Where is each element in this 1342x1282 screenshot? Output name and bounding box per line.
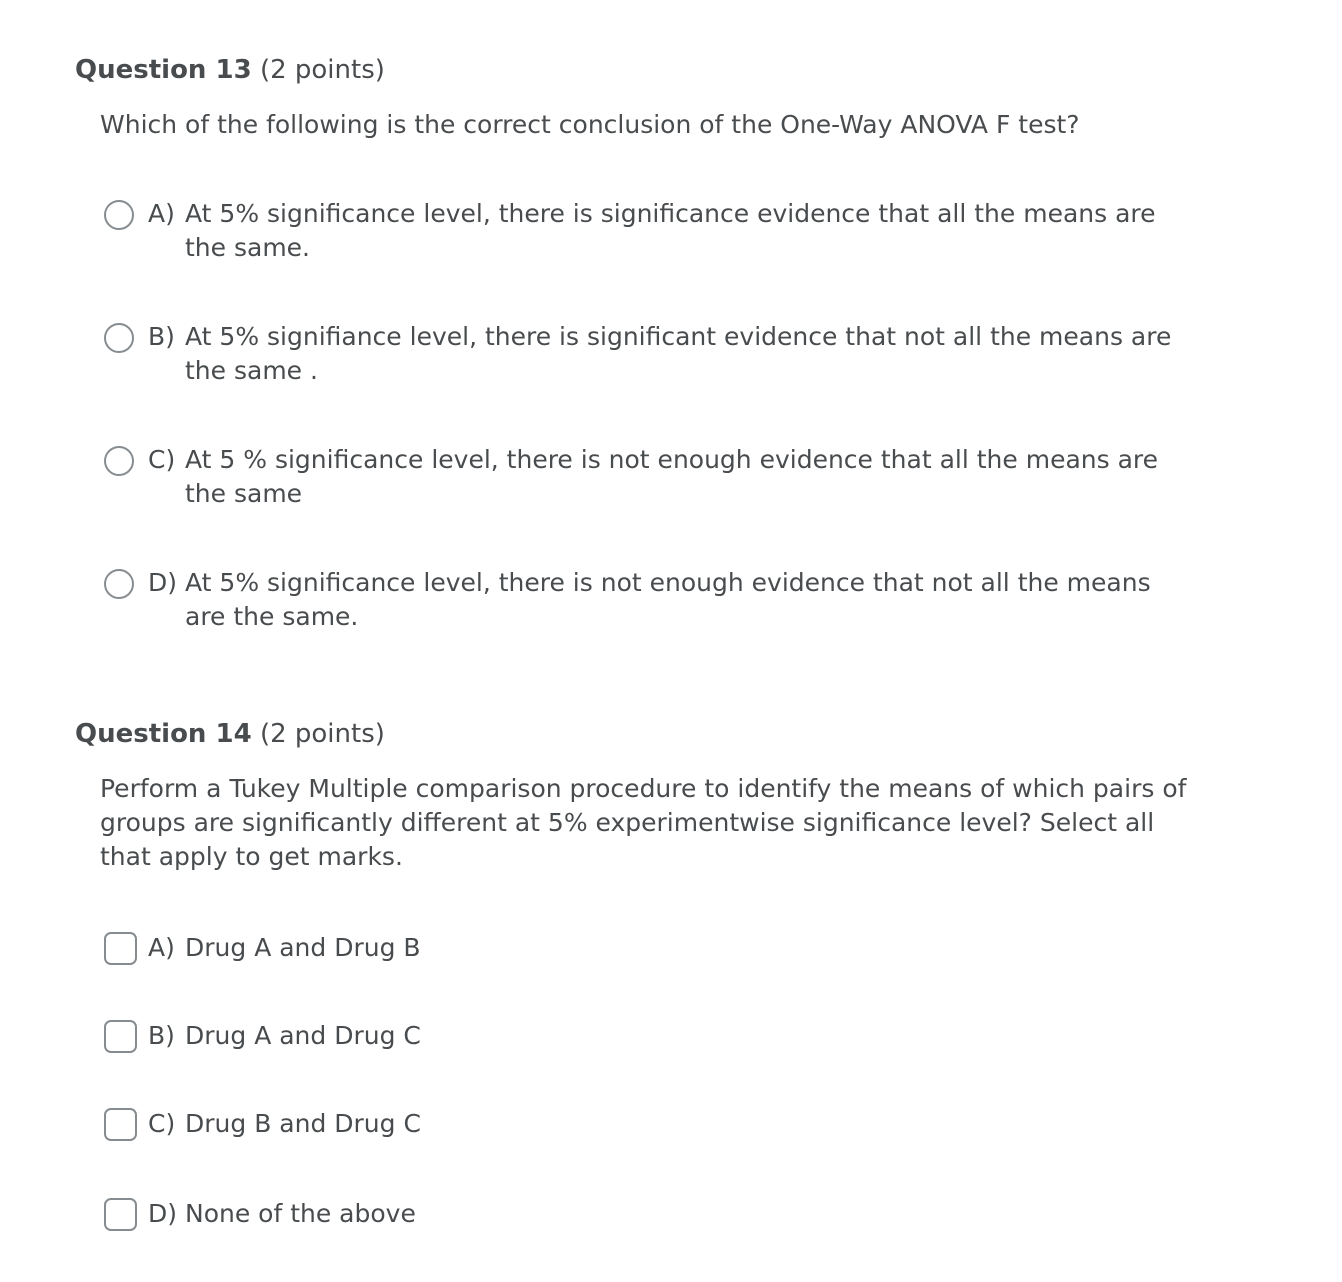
checkbox-icon[interactable]	[104, 1108, 137, 1141]
radio-option-c[interactable]	[104, 446, 1214, 511]
radio-button-icon[interactable]	[104, 569, 134, 599]
option-text: Drug B and Drug C	[185, 1109, 421, 1138]
radio-button-icon[interactable]	[104, 446, 134, 476]
checkbox-option-c[interactable]	[104, 1108, 1214, 1141]
option-label	[148, 1107, 1185, 1141]
option-label	[148, 931, 1185, 965]
option-text: None of the above	[185, 1199, 416, 1228]
option-letter: B)	[148, 322, 175, 351]
option-text: At 5% signifiance level, there is significant evidence that not all the means are the same .	[185, 322, 1172, 385]
option-text: At 5% significance level, there is significance evidence that all the means are the same.	[185, 199, 1156, 262]
checkbox-option-a[interactable]	[104, 932, 1214, 965]
option-letter: D)	[148, 568, 178, 597]
question-prompt: Perform a Tukey Multiple comparison procedure to identify the means of which pairs of groups are significantly different at 5% experimentwise significance level? Select all that apply to get marks.	[100, 774, 1187, 871]
radio-option-d[interactable]	[104, 569, 1214, 634]
option-letter: B)	[148, 1021, 175, 1050]
option-label	[148, 197, 1185, 265]
radio-option-a[interactable]	[104, 200, 1214, 265]
option-label	[148, 443, 1185, 511]
checkbox-option-d[interactable]	[104, 1198, 1214, 1231]
option-text: Drug A and Drug B	[185, 933, 421, 962]
checkbox-icon[interactable]	[104, 1198, 137, 1231]
option-text: At 5 % significance level, there is not enough evidence that all the means are the same	[185, 445, 1159, 508]
question-prompt: Which of the following is the correct conclusion of the One-Way ANOVA F test?	[100, 110, 1080, 139]
option-label	[148, 566, 1185, 634]
option-text: Drug A and Drug C	[185, 1021, 421, 1050]
option-letter: A)	[148, 933, 175, 962]
checkbox-icon[interactable]	[104, 932, 137, 965]
option-label	[148, 1197, 1185, 1231]
option-text: At 5% significance level, there is not enough evidence that not all the means are the same.	[185, 568, 1151, 631]
checkbox-option-b[interactable]	[104, 1020, 1214, 1053]
question-points: (2 points)	[259, 55, 385, 85]
radio-button-icon[interactable]	[104, 200, 134, 230]
checkbox-icon[interactable]	[104, 1020, 137, 1053]
option-label	[148, 320, 1185, 388]
question-title: Question 14	[75, 719, 252, 749]
question-points: (2 points)	[259, 719, 385, 749]
question-header	[75, 52, 385, 88]
option-letter: C)	[148, 445, 176, 474]
option-letter: C)	[148, 1109, 176, 1138]
option-letter: A)	[148, 199, 175, 228]
radio-option-b[interactable]	[104, 323, 1214, 388]
option-label	[148, 1019, 1185, 1053]
question-title: Question 13	[75, 55, 252, 85]
option-letter: D)	[148, 1199, 178, 1228]
radio-button-icon[interactable]	[104, 323, 134, 353]
question-header	[75, 716, 385, 752]
